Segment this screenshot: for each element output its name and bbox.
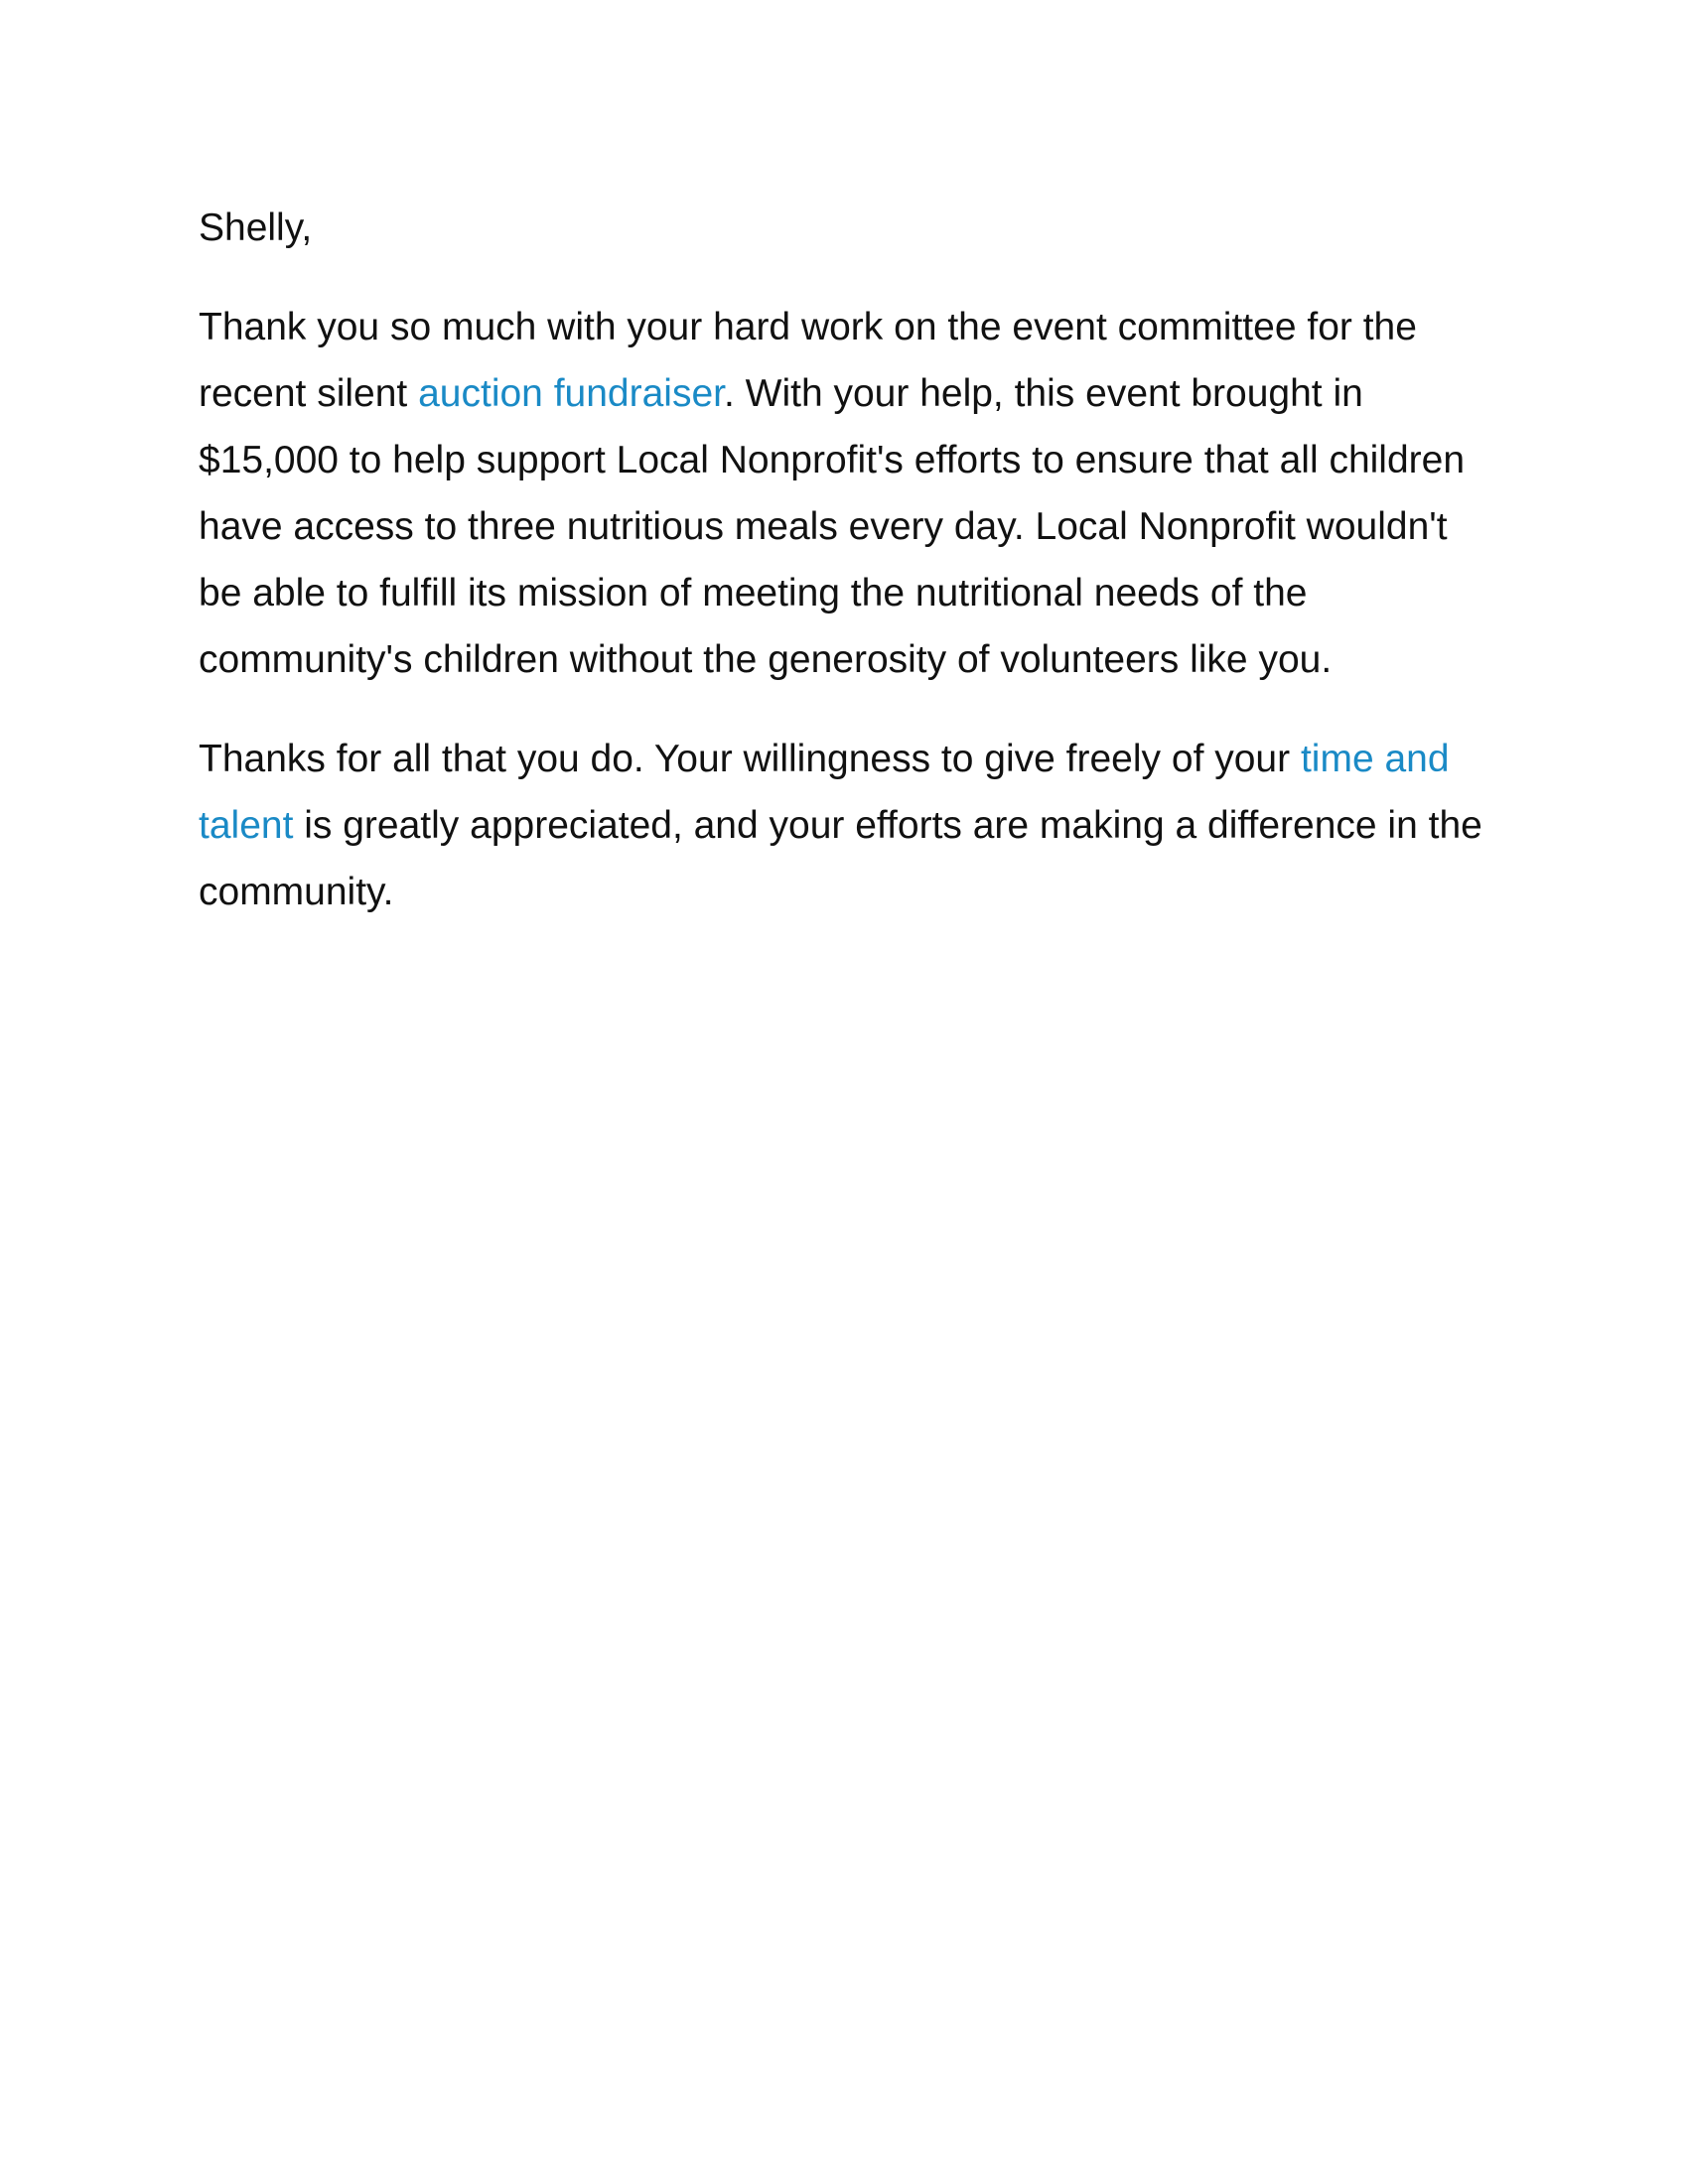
letter-body	[199, 195, 1489, 958]
auction-fundraiser-link[interactable]: auction fundraiser	[418, 372, 724, 415]
paragraph-thanks	[199, 294, 1489, 693]
salutation: Shelly,	[199, 206, 313, 249]
paragraph-1-text-before-link: Thank you so much with your hard work on the event committee for the recent silent	[199, 306, 1417, 415]
paragraph-2-text-before-link: Thanks for all that you do. Your willingness to give freely of your	[199, 738, 1301, 780]
paragraph-2-text-after-link: is greatly appreciated, and your efforts are making a difference in the community.	[199, 804, 1482, 913]
time-and-talent-link[interactable]: time and talent	[199, 738, 1450, 847]
paragraph-1-text-after-link: . With your help, this event brought in $15,000 to help support Local Nonprofit's efforts to ensure that all children have access to three nutritious meals every day. Local Nonprofit wouldn't be able to fulfill its mission of meeting the nutritional needs of the community's children without the generosity of volunteers like you.	[199, 372, 1466, 681]
paragraph-appreciation	[199, 726, 1489, 925]
